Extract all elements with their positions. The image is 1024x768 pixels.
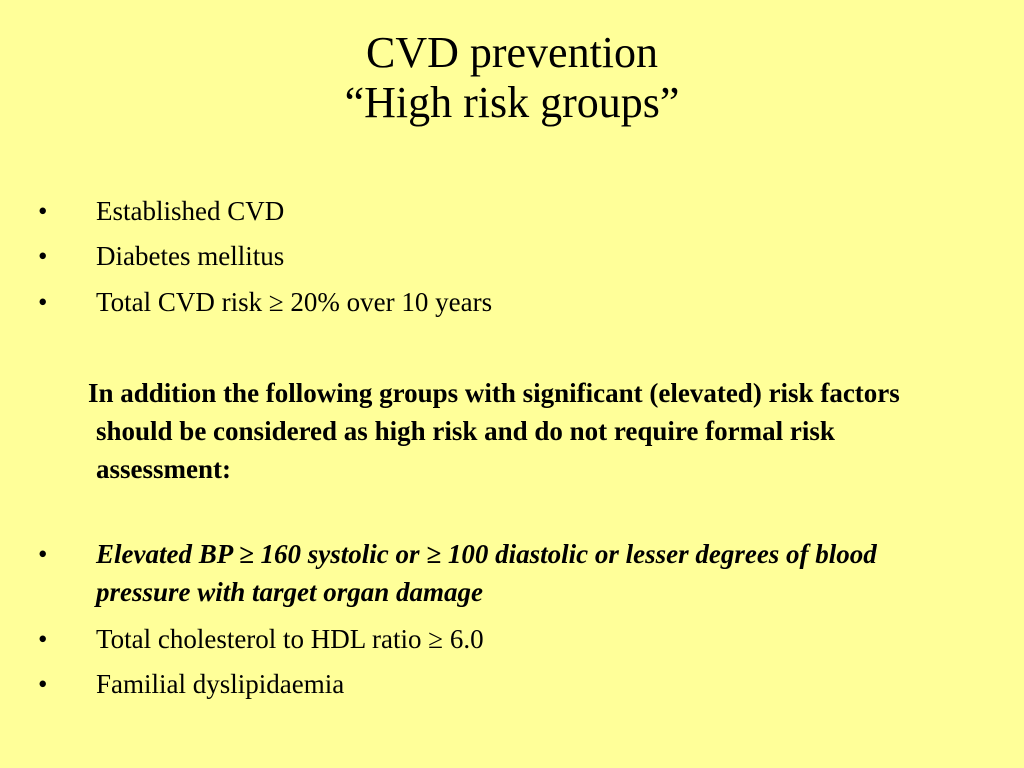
bullet-text: Elevated BP ≥ 160 systolic or ≥ 100 diastolic or lesser degrees of blood pressure with target organ damage [96,539,877,607]
slide-title [0,28,1024,128]
bullet-text: Total CVD risk ≥ 20% over 10 years [96,287,493,317]
high-risk-paragraph: In addition the following groups with significant (elevated) risk factors should be considered as high risk and do not require formal risk assessment: [88,378,900,484]
bullet-text: Established CVD [96,196,285,226]
bullet-icon: • [38,624,48,654]
title-line-1: CVD prevention [365,28,659,77]
bullet-icon: • [38,241,48,271]
title-line-2: “High risk groups” [344,78,680,127]
bullet-text: Total cholesterol to HDL ratio ≥ 6.0 [96,624,484,654]
bullet-icon: • [38,669,48,699]
bullet-icon: • [38,287,48,317]
bullet-icon: • [38,196,48,226]
bullet-icon: • [38,539,48,569]
bullet-text: Familial dyslipidaemia [96,669,345,699]
bullet-text: Diabetes mellitus [96,241,285,271]
